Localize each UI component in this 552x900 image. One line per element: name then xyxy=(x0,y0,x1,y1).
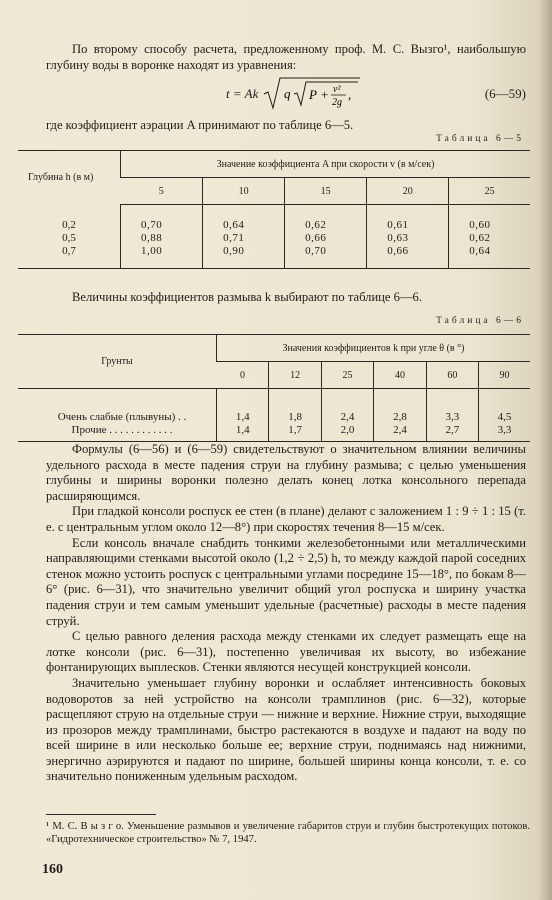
footnote: ¹ М. С. В ы з г о. Уменьшение размывов и увеличение габаритов струи и глубин быстротекущих потоков. «Гидротехническое строительство» № 7, 1947. xyxy=(46,821,530,845)
table1-depths: 0,2 0,5 0,7 xyxy=(18,205,121,269)
table1-group-header: Значение коэффициента A при скорости v (в м/сек) xyxy=(121,151,531,178)
table-6-5 xyxy=(18,150,530,269)
page-number: 160 xyxy=(42,862,63,877)
table2-values-40: 2,8 2,4 xyxy=(374,389,426,442)
after-formula-line xyxy=(46,118,526,134)
table2-values-25: 2,4 2,0 xyxy=(321,389,373,442)
table-6-6 xyxy=(18,334,530,442)
table2-col-40: 40 xyxy=(374,362,426,389)
table1-values-20: 0,61 0,63 0,66 xyxy=(367,205,449,269)
svg-text:q: q xyxy=(284,86,291,101)
table2-soils: Очень слабые (плывуны) . . Прочие . . . . . . . . . . . . xyxy=(18,389,217,442)
table2-col-12: 12 xyxy=(269,362,321,389)
table2-values-12: 1,8 1,7 xyxy=(269,389,321,442)
table1-col-20: 20 xyxy=(367,178,449,205)
footnote-rule xyxy=(46,814,156,815)
svg-text:2g: 2g xyxy=(332,97,342,108)
paragraph-2: При гладкой консоли роспуск ее стен (в плане) делают с заложением 1 : 9 ÷ 1 : 15 (т. е. с центральным углом около 12—8°) при скоростях течения 8—15 м/сек. xyxy=(46,504,526,534)
svg-text:,: , xyxy=(348,87,352,102)
paragraph-3: Если консоль вначале снабдить тонкими железобетонными или металлическими направляющими стенками высотой около (1,2 ÷ 2,5) h, то между каждой парой соседних стенок можно устоить роспуск с центральными углами посредине 15—18°, по бокам 8—6° (рис. 6—31), что значительно увеличит общий угол роспуска и ширину участка падения струи и тем самым уменьшит удельные (расчетные) расходы в месте падения струй. xyxy=(46,535,526,628)
table1-row-header: Глубина h (в м) xyxy=(28,172,94,184)
paragraph-5: Значительно уменьшает глубину воронки и ослабляет интенсивность боковых водоворотов за ней устройство на консоли трамплинов (рис. 6—32), которые расщепляют струю на отдельные струи — нижние и верхние. Нижние струи, выходящие из прозоров между трамплинами, быстро растекаются в воздухе и падают на воду по всей ширине в или несколько больше ее; верхние струи, поднимаясь над нижними, энергично аэрируются и падают по ширине, большей ширины конца консоли, т. е. со значительно пониженным удельным расходом. xyxy=(46,675,526,784)
intro-text: По второму способу расчета, предложенному проф. М. С. Вызго¹, наибольшую глубину воды в воронке находят из уравнения: xyxy=(46,42,526,72)
paragraph-1: Формулы (6—56) и (6—59) свидетельствуют о значительном влиянии величины удельного расхода в месте падения струи на глубину размыва; с целью уменьшения глубины и ширины воронки полезно делать конец лотка консольного перепада расширяющимся. xyxy=(46,442,526,503)
formula-number: (6—59) xyxy=(484,86,526,101)
table1-col-15: 15 xyxy=(285,178,367,205)
body-text xyxy=(46,442,526,785)
between-tables-text: Величины коэффициентов размыва k выбирают по таблице 6—6. xyxy=(72,290,422,304)
svg-text:+: + xyxy=(321,87,329,102)
formula-6-59 xyxy=(46,76,526,110)
table2-values-60: 3,3 2,7 xyxy=(426,389,478,442)
table1-values-5: 0,70 0,88 1,00 xyxy=(121,205,203,269)
between-tables-line xyxy=(46,290,526,306)
table2-values-0: 1,4 1,4 xyxy=(217,389,269,442)
table1-values-15: 0,62 0,66 0,70 xyxy=(285,205,367,269)
table1-col-10: 10 xyxy=(203,178,285,205)
table2-col-25: 25 xyxy=(321,362,373,389)
svg-text:P: P xyxy=(309,87,317,102)
table2-values-90: 4,5 3,3 xyxy=(479,389,530,442)
table2-row-header: Грунты xyxy=(18,335,217,389)
table2-col-90: 90 xyxy=(479,362,530,389)
after-formula-text: где коэффициент аэрации A принимают по таблице 6—5. xyxy=(46,118,354,132)
formula-lhs: t = Ak xyxy=(226,86,259,101)
table1-values-25: 0,60 0,62 0,64 xyxy=(449,205,530,269)
table2-col-60: 60 xyxy=(426,362,478,389)
intro-paragraph xyxy=(46,42,526,73)
table2-col-0: 0 xyxy=(217,362,269,389)
table1-caption: Таблица 6—5 xyxy=(436,134,524,144)
table1-col-5: 5 xyxy=(121,178,203,205)
table2-group-header: Значения коэффициентов k при угле θ (в °) xyxy=(217,335,531,362)
formula-radical-svg xyxy=(232,76,362,110)
table1-col-25: 25 xyxy=(449,178,530,205)
table1-values-10: 0,64 0,71 0,90 xyxy=(203,205,285,269)
table2-caption: Таблица 6—6 xyxy=(436,316,524,326)
paragraph-4: С целью равного деления расхода между стенками их следует размещать еще на лотке консоли (рис. 6—31), постепенно увеличивая их высоту, во избежание фонтанирующих выплесков. Стенки являются несущей конструкцией консоли. xyxy=(46,629,526,675)
svg-text:v²: v² xyxy=(333,84,341,95)
page-edge-shadow xyxy=(538,0,552,900)
